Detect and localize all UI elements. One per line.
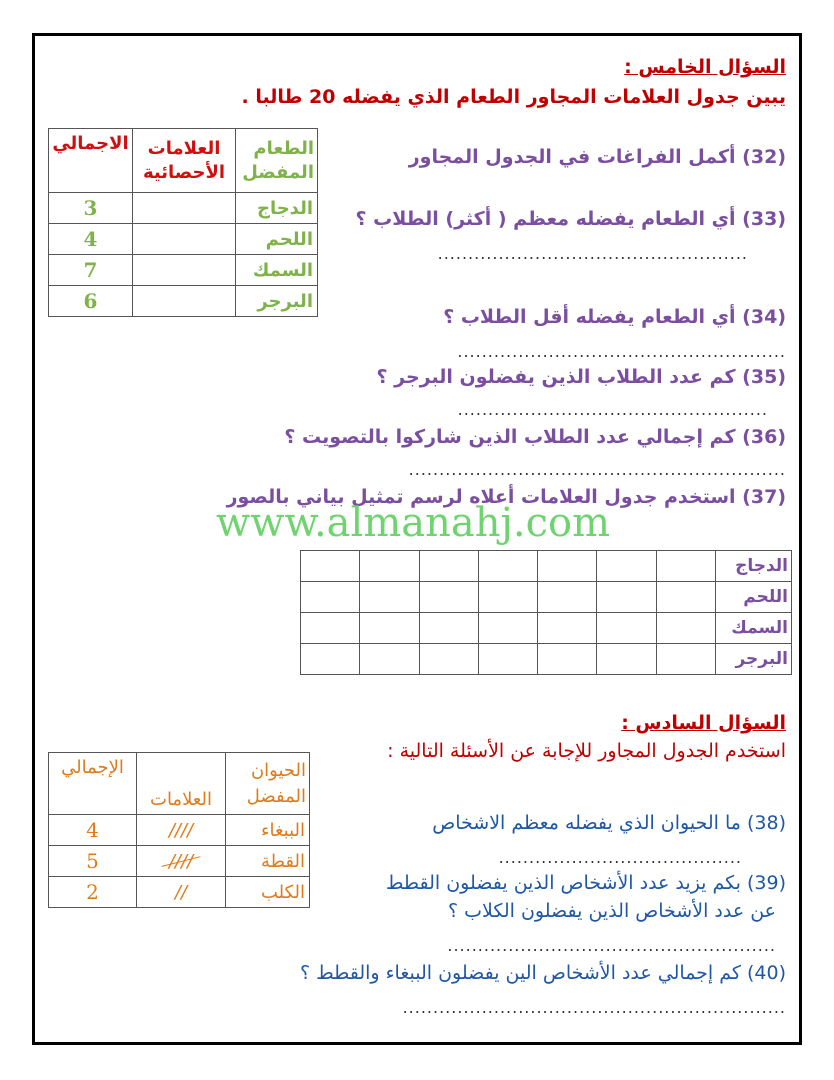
table-row: اللحم 4 (49, 224, 318, 255)
table-row: الببغاء //// 4 (49, 815, 310, 846)
tally-marks: // (137, 877, 226, 908)
watermark: www.almanahj.com (216, 500, 611, 546)
q6-heading: السؤال السادس : (621, 712, 786, 734)
q5-tally-table (48, 128, 318, 317)
table-row: الدجاج (301, 551, 792, 582)
question-36: (36) كم إجمالي عدد الطلاب الذين شاركوا بالتصويت ؟ (284, 426, 786, 448)
q6-intro: استخدم الجدول المجاور للإجابة عن الأسئلة التالية : (387, 740, 786, 762)
question-39-line-2: عن عدد الأشخاص الذين يفضلون الكلاب ؟ (448, 900, 776, 922)
answer-line-40[interactable]: ............................................................... (402, 998, 786, 1017)
question-35: (35) كم عدد الطلاب الذين يفضلون البرجر ؟ (376, 366, 786, 388)
tally-marks-crossed: //// (137, 846, 226, 877)
table-row: اللحم (301, 582, 792, 613)
question-38: (38) ما الحيوان الذي يفضله معظم الاشخاص (432, 812, 786, 834)
answer-line-39[interactable]: ...................................................... (447, 936, 776, 955)
table-row: البرجر (301, 644, 792, 675)
tally-marks: //// (137, 815, 226, 846)
q5-heading: السؤال الخامس : (624, 56, 786, 78)
tally-cell[interactable] (133, 193, 236, 224)
header-tally: العلامات الأحصائية (133, 129, 236, 193)
tally-cell[interactable] (133, 224, 236, 255)
header-total: الإجمالي (49, 753, 137, 815)
q6-animal-table (48, 752, 310, 908)
question-39-line-1: (39) بكم يزيد عدد الأشخاص الذين يفضلون القطط (385, 872, 786, 894)
table-row: البرجر 6 (49, 286, 318, 317)
answer-line-38[interactable]: ........................................ (498, 848, 742, 867)
question-33: (33) أي الطعام يفضله معظم ( أكثر) الطلاب ؟ (355, 208, 786, 230)
table-row: السمك 7 (49, 255, 318, 286)
tally-cell[interactable] (133, 286, 236, 317)
header-animal: الحيوان المفضل (226, 753, 310, 815)
answer-line-34[interactable]: ...................................................... (457, 342, 786, 361)
table-row: القطة //// 5 (49, 846, 310, 877)
question-32: (32) أكمل الفراغات في الجدول المجاور (408, 146, 786, 168)
tally-cell[interactable] (133, 255, 236, 286)
question-40: (40) كم إجمالي عدد الأشخاص الين يفضلون الببغاء والقطط ؟ (299, 962, 786, 984)
q5-intro: يبين جدول العلامات المجاور الطعام الذي يفضله 20 طالبا . (241, 86, 786, 108)
table-row: الدجاج 3 (49, 193, 318, 224)
question-37: (37) استخدم جدول العلامات أعلاه لرسم تمثيل بياني بالصور (226, 486, 786, 508)
header-tally: العلامات (137, 753, 226, 815)
table-row: السمك (301, 613, 792, 644)
answer-line-35[interactable]: ................................................... (457, 400, 768, 419)
answer-line-33[interactable]: ................................................... (437, 244, 748, 263)
table-row: الكلب // 2 (49, 877, 310, 908)
answer-line-36[interactable]: .............................................................. (408, 460, 786, 479)
question-34: (34) أي الطعام يفضله أقل الطلاب ؟ (443, 306, 786, 328)
header-total: الاجمالي (49, 129, 133, 193)
header-food: الطعام المفضل (236, 129, 318, 193)
pictograph-grid (300, 550, 792, 675)
